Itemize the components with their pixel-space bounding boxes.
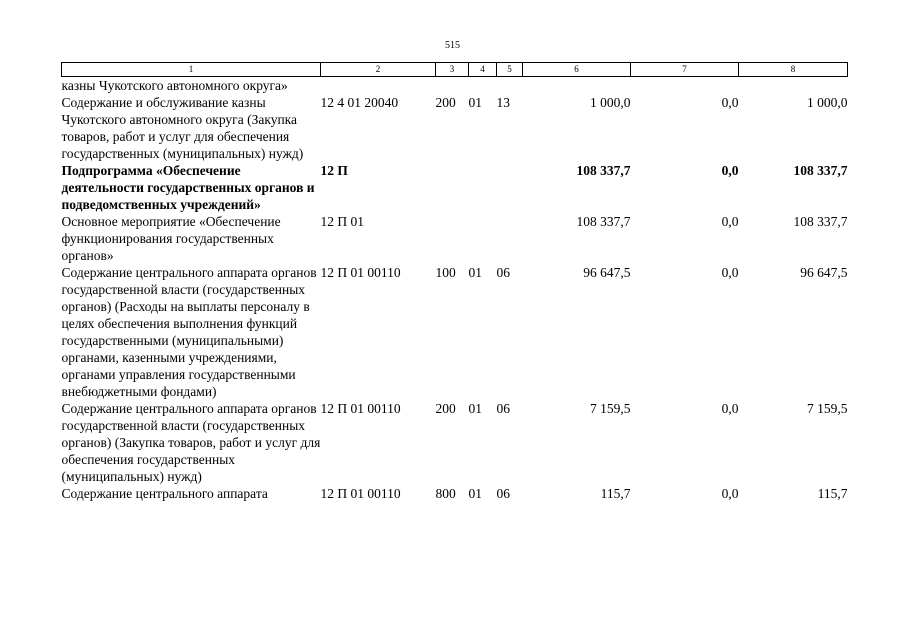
table-row xyxy=(62,213,848,264)
row-code xyxy=(321,77,436,95)
row-value-8: 96 647,5 xyxy=(800,265,848,280)
header-col-2: 2 xyxy=(321,63,436,77)
row-code: 12 П xyxy=(320,163,348,178)
row-pr: 06 xyxy=(496,265,510,280)
row-pr xyxy=(497,213,523,264)
row-name: Содержание и обслуживание казны Чукотского автономного округа (Закупка товаров, работ и услуг для обеспечения государственных (муниципальных) нужд) xyxy=(61,95,304,161)
row-pr xyxy=(497,162,523,213)
row-code: 12 П 01 xyxy=(320,214,364,229)
row-value-8: 115,7 xyxy=(817,486,848,501)
header-col-3: 3 xyxy=(436,63,469,77)
row-value-6 xyxy=(523,77,631,95)
row-value-6: 1 000,0 xyxy=(590,95,631,110)
row-value-6: 7 159,5 xyxy=(590,401,631,416)
row-code: 12 П 01 00110 xyxy=(320,486,401,501)
page-number: 515 xyxy=(445,40,460,51)
row-rz: 01 xyxy=(468,486,482,501)
header-col-8: 8 xyxy=(739,63,848,77)
row-value-8: 1 000,0 xyxy=(807,95,848,110)
column-number-header xyxy=(62,63,848,77)
table-row xyxy=(62,264,848,400)
row-rz xyxy=(469,213,497,264)
row-value-8: 108 337,7 xyxy=(793,163,848,178)
row-value-7: 0,0 xyxy=(721,95,739,110)
row-name: казны Чукотского автономного округа» xyxy=(61,78,288,93)
row-value-7: 0,0 xyxy=(721,214,739,229)
table-row xyxy=(62,162,848,213)
row-value-6: 96 647,5 xyxy=(583,265,631,280)
budget-table xyxy=(61,62,848,502)
row-rz: 01 xyxy=(468,95,482,110)
row-value-7: 0,0 xyxy=(721,163,739,178)
table-row xyxy=(62,400,848,485)
row-code: 12 4 01 20040 xyxy=(320,95,399,110)
header-col-5: 5 xyxy=(497,63,523,77)
row-vr xyxy=(436,213,469,264)
row-pr xyxy=(497,77,523,95)
row-name: Основное мероприятие «Обеспечение функционирования государственных органов» xyxy=(61,214,281,263)
row-rz: 01 xyxy=(468,265,482,280)
row-value-7 xyxy=(631,77,739,95)
row-rz: 01 xyxy=(468,401,482,416)
row-name: Содержание центрального аппарата органов государственной власти (государственных органов) (Закупка товаров, работ и услуг для обеспечения государственных (муниципальных) нужд) xyxy=(61,401,321,484)
row-value-8: 108 337,7 xyxy=(793,214,848,229)
header-col-7: 7 xyxy=(631,63,739,77)
row-value-8: 7 159,5 xyxy=(807,401,848,416)
row-name: Содержание центрального аппарата органов государственной власти (государственных органов) (Расходы на выплаты персоналу в целях обеспечения выполнения функций государственными (муниципальными) органами, казенными учреждениями, органами управления государственными внебюджетными фондами) xyxy=(61,265,317,399)
row-value-6: 115,7 xyxy=(600,486,631,501)
header-col-4: 4 xyxy=(469,63,497,77)
row-pr: 06 xyxy=(496,486,510,501)
row-vr: 200 xyxy=(435,95,456,110)
row-code: 12 П 01 00110 xyxy=(320,401,401,416)
table-row xyxy=(62,94,848,162)
row-name: Подпрограмма «Обеспечение деятельности государственных органов и подведомственных учреждений» xyxy=(61,163,315,212)
row-value-7: 0,0 xyxy=(721,401,739,416)
header-col-1: 1 xyxy=(62,63,321,77)
row-vr xyxy=(436,77,469,95)
row-pr: 06 xyxy=(496,401,510,416)
row-value-6: 108 337,7 xyxy=(576,163,631,178)
row-vr xyxy=(436,162,469,213)
row-value-8 xyxy=(739,77,848,95)
row-rz xyxy=(469,77,497,95)
table-row xyxy=(62,77,848,95)
row-code: 12 П 01 00110 xyxy=(320,265,401,280)
row-name: Содержание центрального аппарата xyxy=(61,486,268,501)
header-col-6: 6 xyxy=(523,63,631,77)
row-value-7: 0,0 xyxy=(721,486,739,501)
table-row xyxy=(62,485,848,502)
row-vr: 800 xyxy=(435,486,456,501)
row-vr: 200 xyxy=(435,401,456,416)
row-value-7: 0,0 xyxy=(721,265,739,280)
row-value-6: 108 337,7 xyxy=(576,214,631,229)
row-vr: 100 xyxy=(435,265,456,280)
row-pr: 13 xyxy=(496,95,510,110)
row-rz xyxy=(469,162,497,213)
